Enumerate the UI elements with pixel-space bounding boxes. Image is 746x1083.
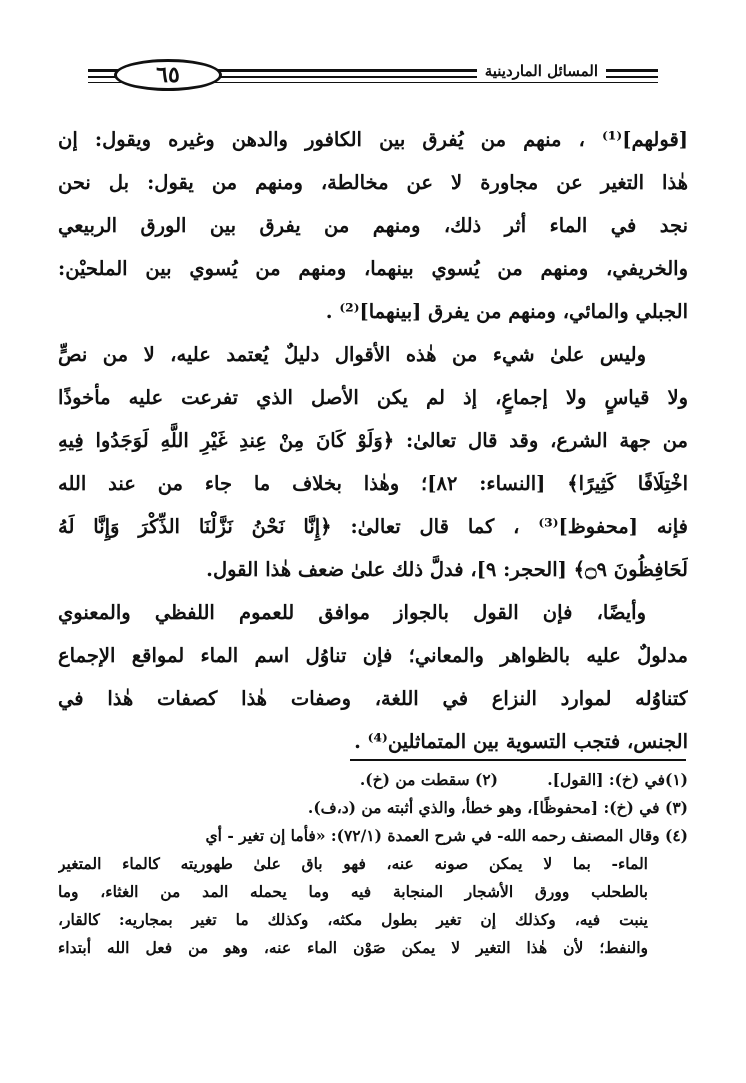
page-number: ٦٥ — [156, 62, 180, 88]
footnote-separator — [350, 759, 686, 761]
text-line: [قولهم]⁽¹⁾ ، منهم من يُفرق بين الكافور والدهن وغيره ويقول: إن — [58, 128, 688, 151]
text-line: اخْتِلَافًا كَثِيرًا﴾ [النساء: ٨٢]؛ وهٰذا بخلاف ما جاء من عند الله — [58, 472, 688, 495]
footnote-4-line: ينبت فيه، وكذلك إن تغير بطول مكثه، وكذلك ما تغير بمجاريه: كالقار، — [58, 910, 648, 929]
footnote-4-line: (٤) وقال المصنف رحمه الله- في شرح العمدة (٧٢/١): «فأما إن تغير - أي — [205, 826, 688, 845]
text-line: نجد في الماء أثر ذلك، ومنهم من يفرق بين الورق الربيعي — [58, 214, 688, 237]
footnote-4-line: الماء- بما لا يمكن صونه عنه، فهو باق علىٰ طهوريته كالماء المتغير — [58, 854, 648, 873]
page-number-oval — [114, 59, 222, 91]
text-line: من جهة الشرع، وقد قال تعالىٰ: ﴿وَلَوْ كَانَ مِنْ عِندِ غَيْرِ اللَّهِ لَوَجَدُوا فِيهِ — [58, 429, 688, 452]
footnote-row — [58, 766, 688, 794]
main-text — [58, 118, 688, 763]
footnote-1: (١)في (خ): [القول]. — [547, 770, 688, 789]
text-line: كتناوُله لموارد النزاع في اللغة، وصفات هٰذا كصفات هٰذا في — [58, 687, 688, 710]
text-line: وليس علىٰ شيء من هٰذه الأقوال دليلٌ يُعتمد عليه، لا من نصٍّ — [58, 343, 646, 366]
text-line: مدلولٌ عليه بالظواهر والمعاني؛ فإن تناوُل اسم الماء لمواقع الإجماع — [58, 644, 688, 667]
footnote-2: (٢) سقطت من (خ). — [359, 770, 498, 789]
text-line: فإنه [محفوظ]⁽³⁾ ، كما قال تعالىٰ: ﴿إِنَّا نَحْنُ نَزَّلْنَا الذِّكْرَ وَإِنَّا لَهُ — [58, 515, 688, 538]
text-line: هٰذا التغير عن مجاورة لا عن مخالطة، ومنهم من يقول: بل نحن — [58, 171, 688, 194]
text-line: والخريفي، ومنهم من يُسوي بينهما، ومنهم من يُسوي بين الملحيْن: — [58, 257, 688, 280]
text-line: الجنس، فتجب التسوية بين المتماثلين⁽⁴⁾ . — [354, 730, 688, 753]
text-line: وأيضًا، فإن القول بالجواز موافق للعموم اللفظي والمعنوي — [58, 601, 646, 624]
text-line: الجبلي والمائي، ومنهم من يفرق [بينهما]⁽²⁾ . — [325, 300, 688, 323]
text-line: ولا قياسٍ ولا إجماعٍ، إذ لم يكن الأصل الذي تفرعت عليه مأخوذًا — [58, 386, 688, 409]
footnote-3: (٣) في (خ): [محفوظًا]، وهو خطأ، والذي أثبته من (د،ف). — [307, 798, 688, 817]
running-title: المسائل الماردينية — [477, 62, 606, 80]
page-header — [88, 58, 658, 94]
text-line: لَحَافِظُونَ ۝٩﴾ [الحجر: ٩]، فدلَّ ذلك علىٰ ضعف هٰذا القول. — [206, 558, 688, 581]
footnotes — [58, 766, 688, 962]
footnote-4-line: والنفط؛ لأن هٰذا التغير لا يمكن صَوْن الماء عنه، وهو من فعل الله أبتداء — [58, 938, 648, 957]
footnote-4-line: بالطحلب وورق الأشجار المنجابة فيه وما يحمله المد من الغثاء، وما — [58, 882, 648, 901]
